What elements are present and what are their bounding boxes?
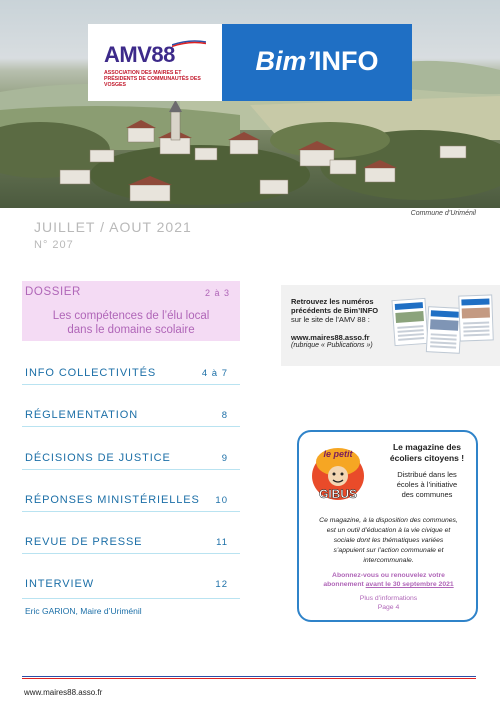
flag-swoosh-icon (172, 40, 206, 47)
issue-date: JUILLET / AOUT 2021 (34, 219, 192, 235)
toc-item-label: INFO COLLECTIVITÉS (25, 367, 157, 379)
interview-subtitle: Eric GARION, Maire d’Uriménil (25, 606, 142, 616)
toc-item-pages: 11 (216, 537, 228, 548)
amv88-logo (88, 24, 222, 101)
newsletter-title: Bim’INFO (255, 46, 379, 76)
toc-item-reponses-ministerielles[interactable] (22, 492, 240, 512)
dossier-topic: Les compétences de l’élu local dans le domaine scolaire (52, 310, 210, 336)
toc-item-interview[interactable] (22, 576, 240, 596)
toc-item-reglementation[interactable] (22, 407, 240, 427)
toc-item-info-collectivites[interactable] (22, 365, 240, 385)
toc-item-label: INTERVIEW (25, 578, 95, 590)
promo-note: (rubrique « Publications ») (291, 342, 373, 349)
previous-issues-box (281, 285, 500, 366)
toc-item-label: RÉGLEMENTATION (25, 409, 139, 421)
toc-item-pages: 8 (221, 410, 228, 421)
issue-thumbnail (391, 298, 428, 346)
promo-line: sur le site de l’AMV 88 : (291, 315, 370, 324)
toc-item-pages: 10 (215, 495, 228, 506)
magazine-promo-box (297, 430, 478, 622)
newsletter-title-banner (222, 24, 412, 101)
promo-line: Retrouvez les numéros (291, 297, 374, 306)
footer-tricolor-line (22, 676, 476, 679)
svg-text:GIBUS: GIBUS (318, 487, 358, 501)
toc-divider (22, 598, 240, 599)
issue-thumbnail (426, 306, 462, 354)
toc-item-revue-de-presse[interactable] (22, 534, 240, 554)
magazine-distribution: Distribué dans les écoles à l’initiative des communes (396, 470, 458, 499)
toc-item-decisions-de-justice[interactable] (22, 450, 240, 470)
magazine-title: Le magazine des écoliers citoyens ! (389, 442, 465, 463)
promo-line: précédents de Bim’INFO (291, 306, 379, 315)
magazine-description: Ce magazine, à la disposition des communes, est un outil d’éducation à la vie civique et sociale dont les thématiques variées s’appuient sur l’action communale et intercommunale. (319, 517, 458, 564)
logo-subtitle: ASSOCIATION DES MAIRES ET PRÉSIDENTS DE COMMUNAUTÉS DES VOSGES (104, 70, 201, 88)
svg-text:le petit: le petit (323, 449, 353, 459)
dossier-label: DOSSIER (25, 286, 81, 298)
subscription-call-to-action: Abonnez-vous ou renouvelez votre abonnement avant le 30 septembre 2021 (323, 572, 454, 588)
toc-item-label: DÉCISIONS DE JUSTICE (25, 452, 171, 464)
footer-website-link[interactable]: www.maires88.asso.fr (24, 688, 103, 697)
toc-item-pages: 12 (215, 579, 228, 590)
issue-thumbnail (458, 294, 494, 341)
more-info-link[interactable]: Plus d’informations Page 4 (359, 595, 418, 611)
toc-dossier[interactable] (22, 281, 240, 341)
toc-item-label: REVUE DE PRESSE (25, 536, 143, 548)
issue-number: N° 207 (34, 239, 74, 251)
logo-wordmark: AMV88 (104, 42, 175, 67)
photo-caption: Commune d’Uriménil (410, 210, 476, 217)
toc-item-pages: 4 à 7 (201, 368, 228, 379)
toc-item-pages: 9 (221, 453, 228, 464)
dossier-pages: 2 à 3 (204, 288, 230, 298)
le-petit-gibus-logo (307, 442, 369, 504)
promo-url-link[interactable]: www.maires88.asso.fr (291, 333, 370, 342)
toc-item-label: RÉPONSES MINISTÉRIELLES (25, 494, 200, 506)
